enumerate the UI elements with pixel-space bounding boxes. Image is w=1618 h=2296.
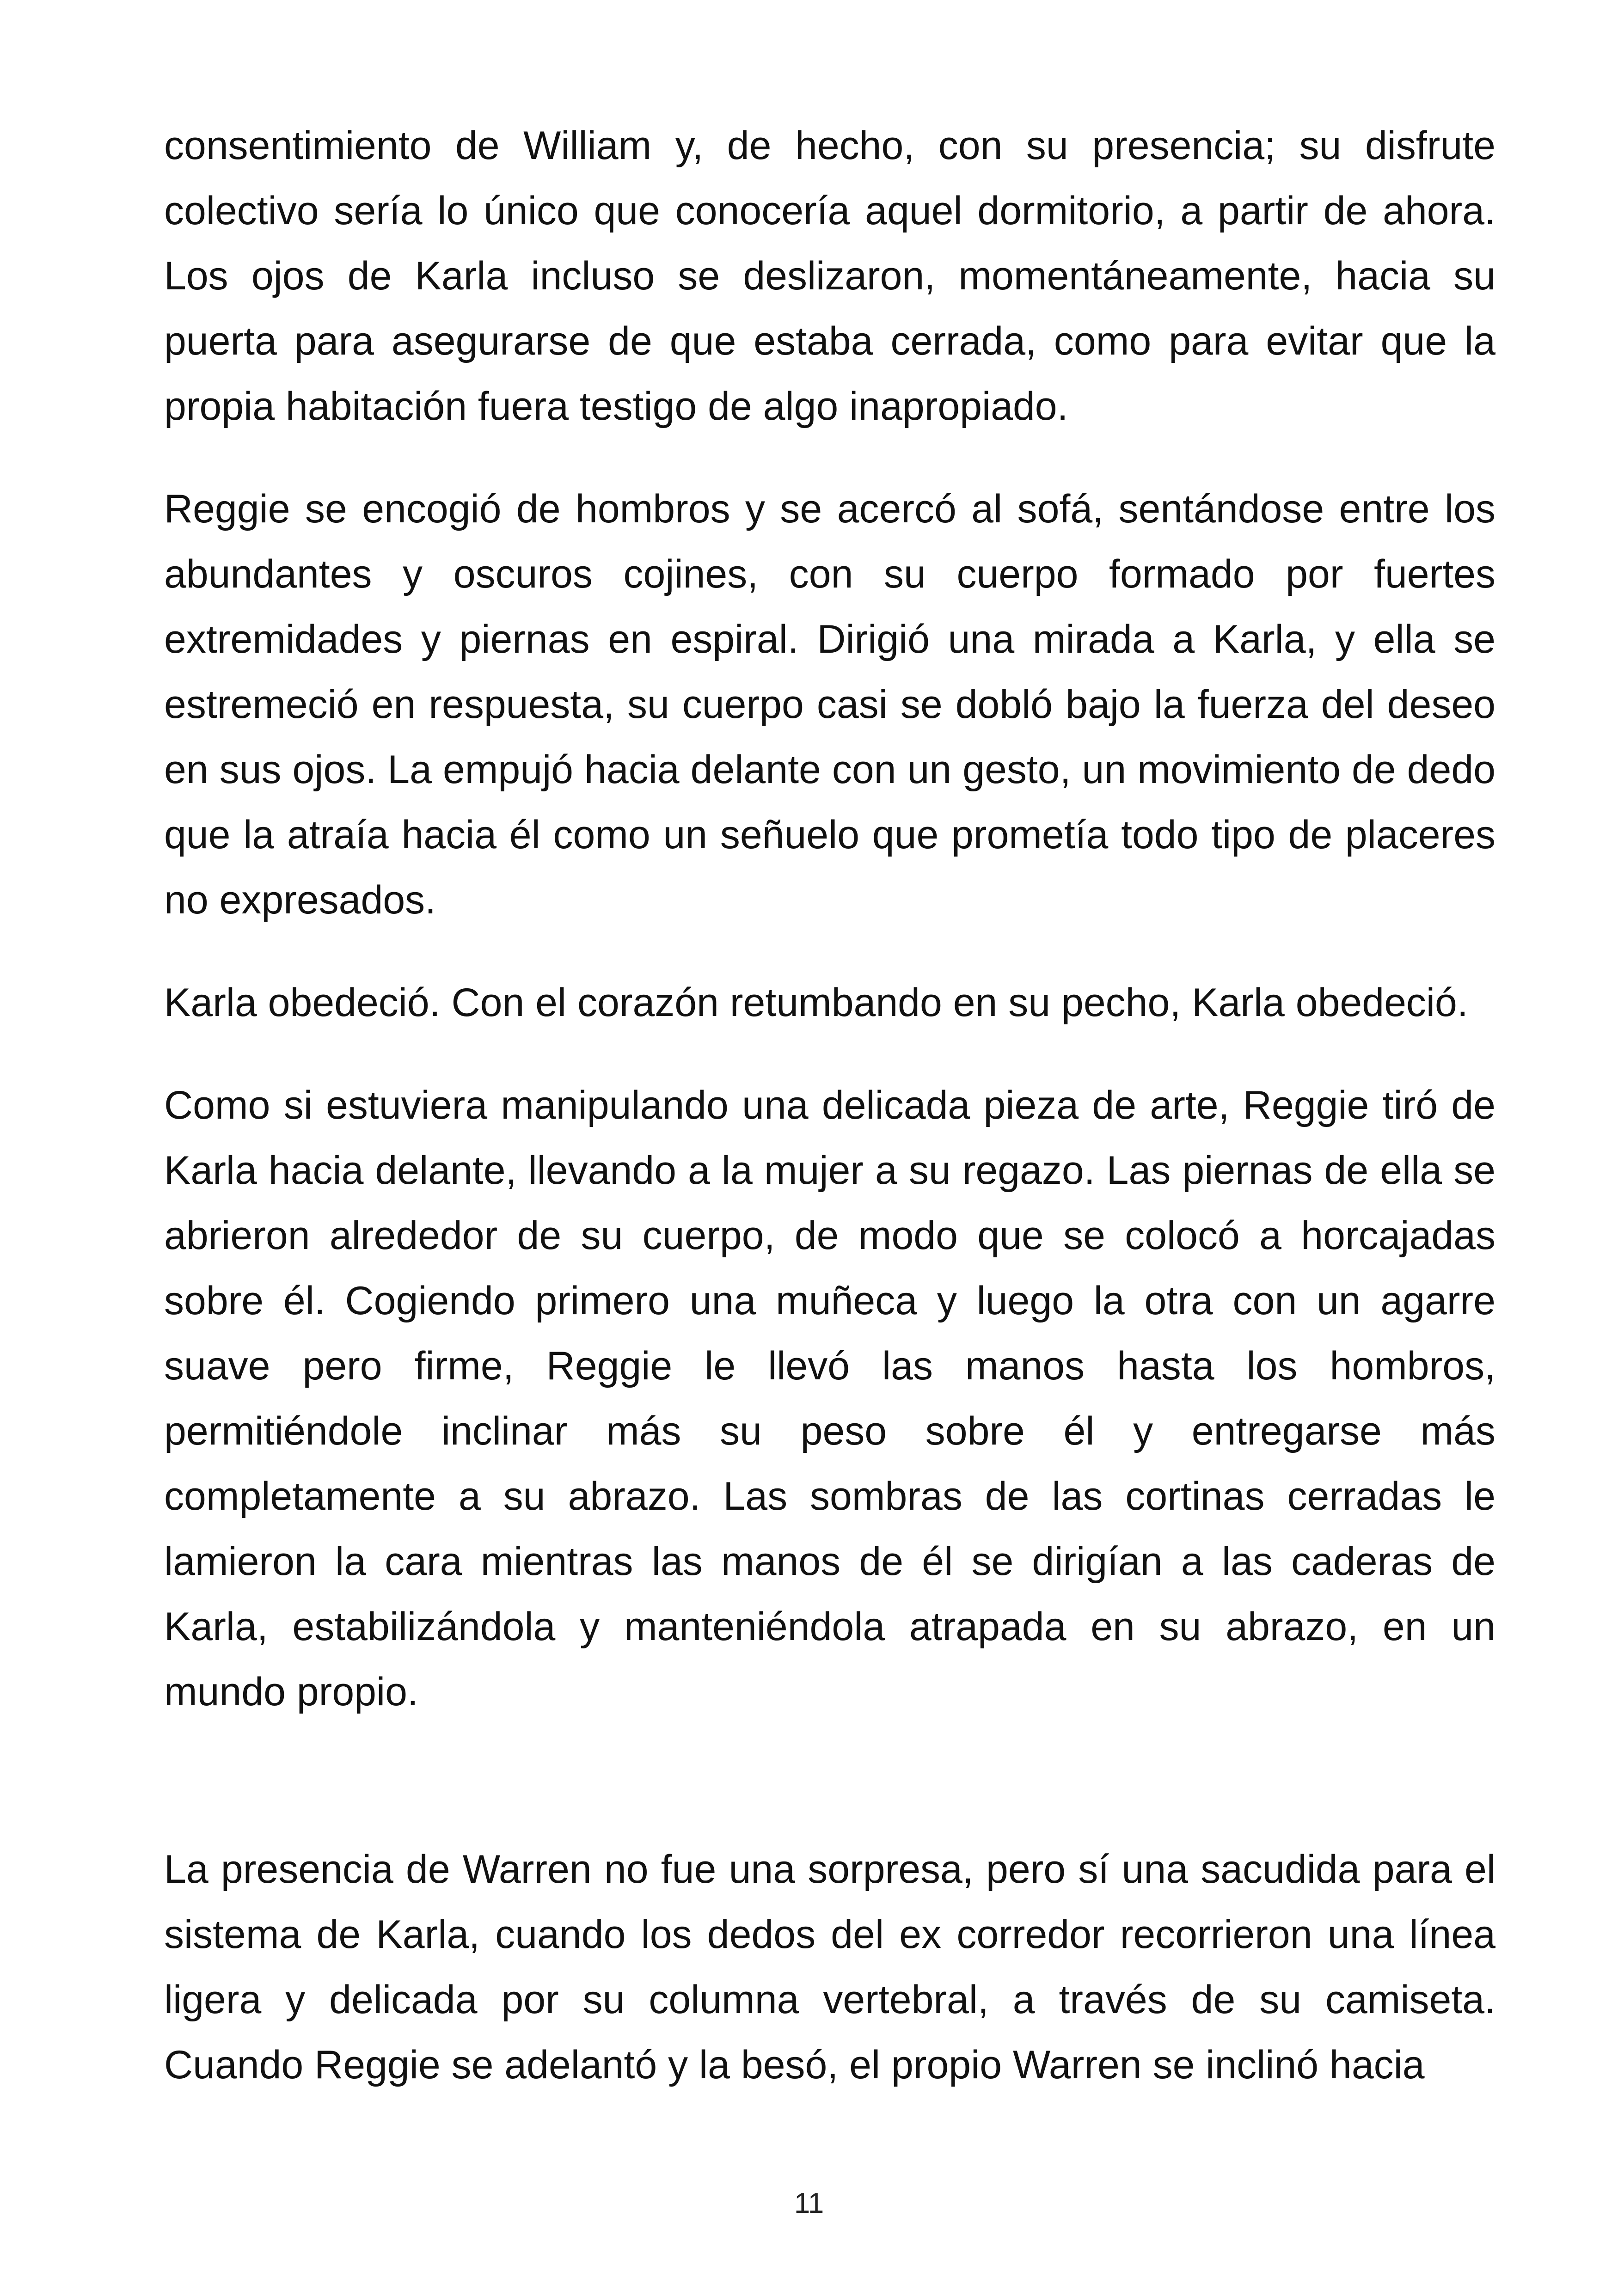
paragraph-4: Como si estuviera manipulando una delicada pieza de arte, Reggie tiró de Karla hacia delante, llevando a la mujer a su regazo. Las piernas de ella se abrieron alrededor de su cuerpo, de modo que se colocó a horcajadas sobre él. Cogiendo primero una muñeca y luego la otra con un agarre suave pero firme, Reggie le llevó las manos hasta los hombros, permitiéndole inclinar más su peso sobre él y entregarse más completamente a su abrazo. Las sombras de las cortinas cerradas le lamieron la cara mientras las manos de él se dirigían a las caderas de Karla, estabilizándola y manteniéndola atrapada en su abrazo, en un mundo propio. bbox=[164, 1083, 1495, 1714]
page-number: 11 bbox=[794, 2187, 824, 2219]
paragraph-3: Karla obedeció. Con el corazón retumbando en su pecho, Karla obedeció. bbox=[164, 980, 1468, 1025]
paragraph-1: consentimiento de William y, de hecho, con su presencia; su disfrute colectivo sería lo único que conocería aquel dormitorio, a partir de ahora. Los ojos de Karla incluso se deslizaron, momentáneamente, hacia su puerta para asegurarse de que estaba cerrada, como para evitar que la propia habitación fuera testigo de algo inapropiado. bbox=[164, 123, 1495, 429]
paragraph-5: La presencia de Warren no fue una sorpresa, pero sí una sacudida para el sistema de Karla, cuando los dedos del ex corredor recorrieron una línea ligera y delicada por su columna vertebral, a través de su camiseta. Cuando Reggie se adelantó y la besó, el propio Warren se inclinó hacia bbox=[164, 1847, 1495, 2087]
paragraph-2: Reggie se encogió de hombros y se acercó al sofá, sentándose entre los abundantes y oscuros cojines, con su cuerpo formado por fuertes extremidades y piernas en espiral. Dirigió una mirada a Karla, y ella se estremeció en respuesta, su cuerpo casi se dobló bajo la fuerza del deseo en sus ojos. La empujó hacia delante con un gesto, un movimiento de dedo que la atraía hacia él como un señuelo que prometía todo tipo de placeres no expresados. bbox=[164, 487, 1495, 922]
page-body-text bbox=[164, 113, 1495, 2135]
